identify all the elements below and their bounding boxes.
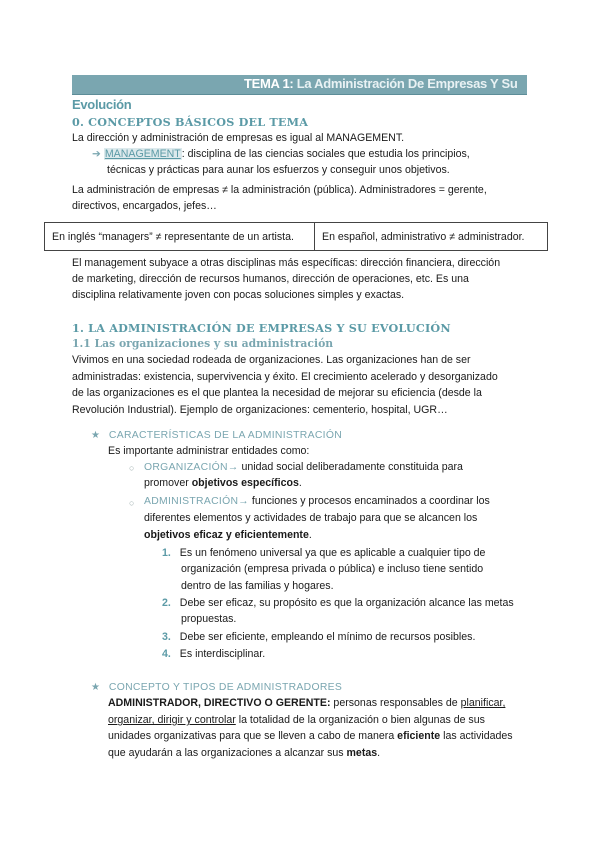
list-item-1-line-3: dentro de las familias y hogares. (181, 580, 334, 592)
organizacion-bullet-icon: ○ (129, 463, 135, 473)
management-term: MANAGEMENT (104, 148, 181, 160)
list-item-1-line-2: organización (empresa privada o pública) e incluso tiene sentido (181, 563, 484, 575)
concepto-line-4: que ayudarán a las organizaciones a alcanzar sus metas. (108, 747, 381, 759)
management-definition: ➔ MANAGEMENT: disciplina de las ciencias sociales que estudia los principios, (92, 148, 470, 160)
org-para-2: administradas: existencia, supervivencia y éxito. El crecimiento acelerado y desorganizado (72, 371, 498, 383)
section-1-1-heading: 1.1 Las organizaciones y su administración (72, 337, 334, 350)
section-0-heading: 0. CONCEPTOS BÁSICOS DEL TEMA (72, 115, 309, 129)
administracion-definition: ADMINISTRACIÓN→ funciones y procesos encaminados a coordinar los (144, 495, 490, 507)
list-item-3: 3. Debe ser eficiente, empleando el mínimo de recursos posibles. (162, 631, 476, 643)
list-item-2-line-2: propuestas. (181, 613, 237, 625)
caracteristicas-heading-row (91, 429, 342, 441)
comparison-table (44, 222, 548, 251)
management-para-2: de marketing, dirección de recursos humanos, dirección de operaciones, etc. Es una (72, 273, 469, 285)
comparison-cell-spanish: En español, administrativo ≠ administrador. (315, 223, 548, 251)
caracteristicas-intro: Es importante administrar entidades como: (108, 445, 310, 457)
page-title-continuation: Evolución (72, 97, 132, 112)
arrow-right-icon: ➔ (92, 148, 101, 160)
page-title: TEMA 1: La Administración De Empresas Y Su (244, 76, 518, 91)
org-para-1: Vivimos en una sociedad rodeada de organizaciones. Las organizaciones han de ser (72, 354, 471, 366)
caracteristicas-heading: CARACTERÍSTICAS DE LA ADMINISTRACIÓN (108, 430, 343, 441)
organizacion-definition: ORGANIZACIÓN→ unidad social deliberadamente constituida para (144, 461, 463, 473)
concepto-line-3: unidades organizativas para que se lleven a cabo de manera eficiente las actividades (108, 730, 513, 742)
org-para-3: de las organizaciones es el que plantea la necesidad de mejorar su eficiencia (desde la (72, 387, 482, 399)
section-0-intro: La dirección y administración de empresas es igual al MANAGEMENT. (72, 132, 405, 144)
star-bullet-icon: ★ (91, 682, 100, 693)
management-para-3: disciplina relativamente joven con pocas soluciones simples y exactas. (72, 289, 405, 301)
org-para-4: Revolución Industrial). Ejemplo de organizaciones: cementerio, hospital, UGR… (72, 404, 448, 416)
administracion-bullet-icon: ○ (129, 498, 135, 508)
concepto-heading: CONCEPTO Y TIPOS DE ADMINISTRADORES (108, 682, 343, 693)
concepto-line-2: organizar, dirigir y controlar la totalidad de la organización o bien algunas de sus (108, 714, 485, 726)
star-bullet-icon: ★ (91, 430, 100, 441)
administracion-definition-line-2: diferentes elementos y actividades de trabajo para que se alcancen los (144, 512, 478, 524)
organizacion-definition-line-2: promover objetivos específicos. (144, 477, 302, 489)
list-item-1: 1. Es un fenómeno universal ya que es aplicable a cualquier tipo de (162, 547, 486, 559)
admin-line-1: La administración de empresas ≠ la administración (pública). Administradores = gerente, (72, 184, 487, 196)
list-item-2: 2. Debe ser eficaz, su propósito es que la organización alcance las metas (162, 597, 514, 609)
management-para-1: El management subyace a otras disciplinas más específicas: dirección financiera, dirección (72, 257, 501, 269)
admin-line-2: directivos, encargados, jefes… (72, 200, 217, 212)
section-1-heading: 1. LA ADMINISTRACIÓN DE EMPRESAS Y SU EVOLUCIÓN (72, 321, 451, 335)
comparison-cell-english: En inglés “managers” ≠ representante de un artista. (45, 223, 315, 251)
management-definition-line-2: técnicas y prácticas para aunar los esfuerzos y conseguir unos objetivos. (107, 164, 450, 176)
concepto-line-1: ADMINISTRADOR, DIRECTIVO O GERENTE: personas responsables de planificar, (108, 697, 506, 709)
administracion-definition-line-3: objetivos eficaz y eficientemente. (144, 529, 312, 541)
concepto-heading-row (91, 681, 342, 693)
list-item-4: 4. Es interdisciplinar. (162, 648, 266, 660)
